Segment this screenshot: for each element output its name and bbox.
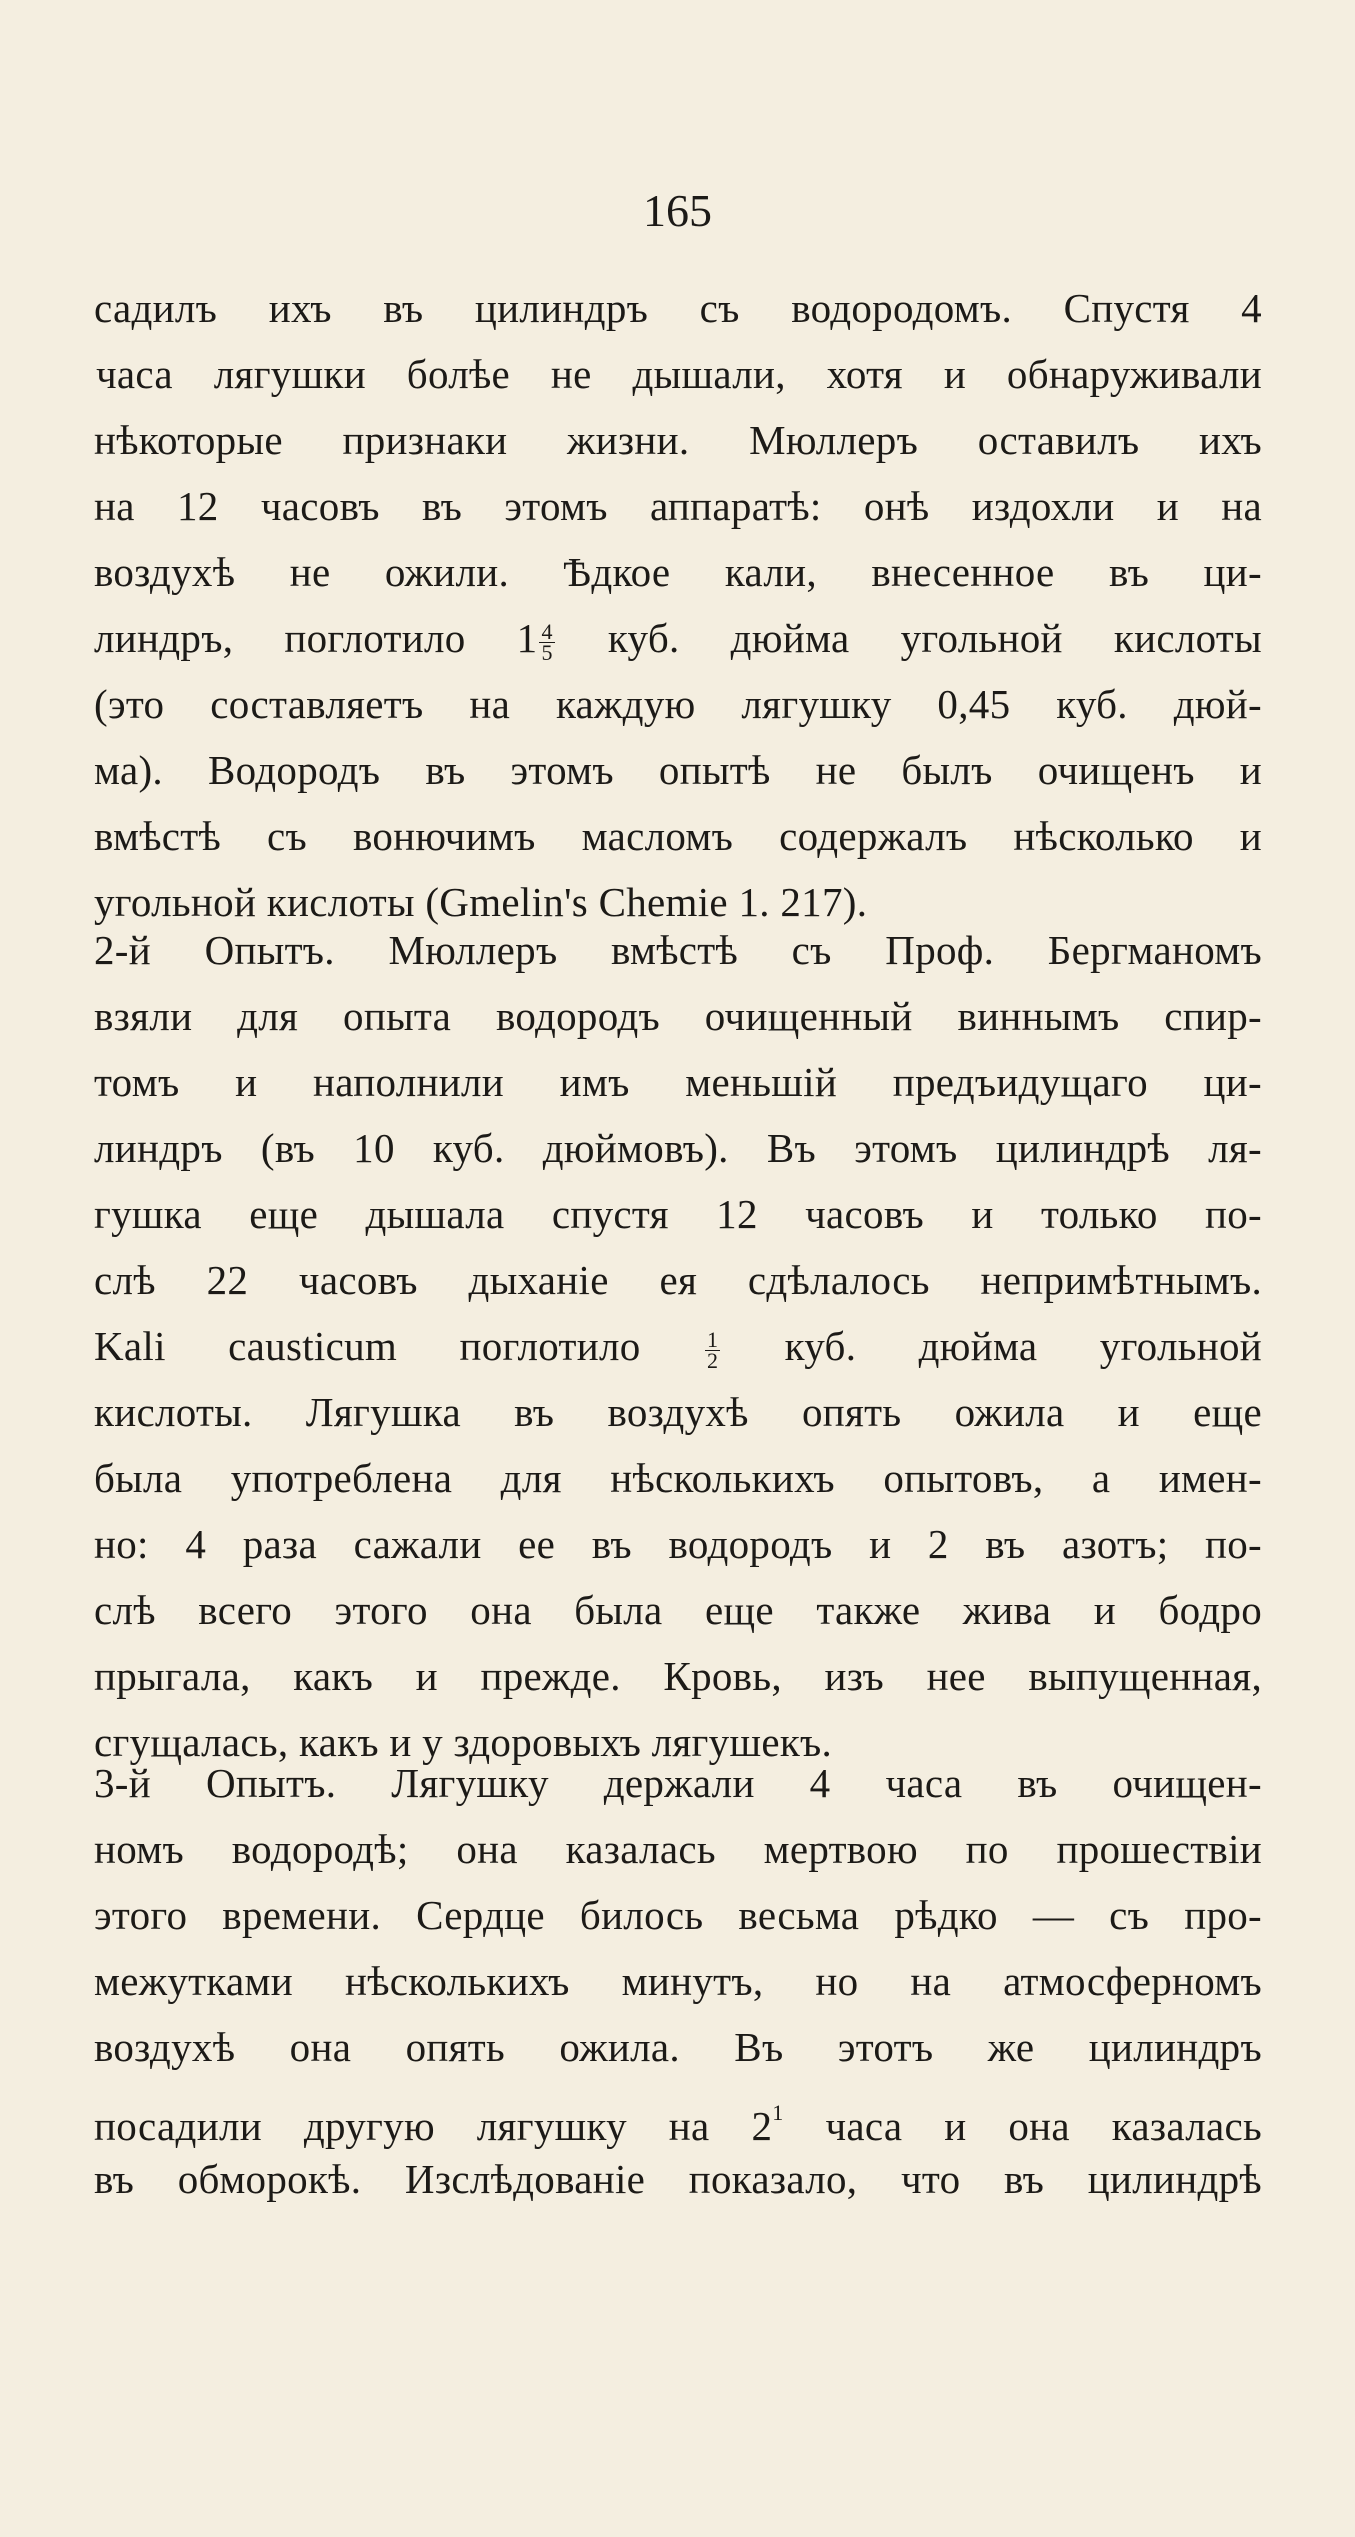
text-line: но: 4 раза сажали ее въ водородъ и 2 въ азотъ; по-: [94, 1521, 1262, 1567]
paragraph-2: [94, 917, 1262, 1775]
text-line: воздухѣ она опять ожила. Въ этотъ же цилиндръ: [94, 2024, 1262, 2070]
number: 1: [516, 615, 538, 661]
text-line: прыгала, какъ и прежде. Кровь, изъ нее выпущенная,: [94, 1653, 1262, 1699]
text-segment: посадили другую лягушку на: [94, 2103, 710, 2149]
superscript: 1: [772, 2100, 784, 2125]
fraction-denominator: 2: [706, 1348, 719, 1374]
text-segment: куб. дюйма угольной: [784, 1323, 1262, 1369]
text-segment: часа и она казалась: [825, 2103, 1262, 2149]
text-line-with-fraction: [94, 2080, 1262, 2149]
text-segment: Kali causticum поглотило: [94, 1323, 641, 1369]
text-line: томъ и наполнили имъ меньшій предъидущаго ци-: [94, 1059, 1262, 1105]
paragraph-3: [94, 1750, 1262, 2212]
text-line: межутками нѣсколькихъ минутъ, но на атмосферномъ: [94, 1958, 1262, 2004]
text-line: номъ водородѣ; она казалась мертвою по прошествіи: [94, 1826, 1262, 1872]
fraction-denominator: 5: [541, 640, 553, 666]
text-line: слѣ 22 часовъ дыханіе ея сдѣлалось непримѣтнымъ.: [94, 1257, 1262, 1303]
number: 2: [751, 2103, 773, 2149]
text-line: ма). Водородъ въ этомъ опытѣ не былъ очищенъ и: [94, 747, 1262, 793]
text-line-with-fraction: [94, 1313, 1262, 1379]
text-line: была употреблена для нѣсколькихъ опытовъ, а имен-: [94, 1455, 1262, 1501]
text-line-with-fraction: [94, 605, 1262, 671]
fraction-numerator: 4: [541, 619, 553, 645]
fraction: [705, 1327, 720, 1374]
text-line: этого времени. Сердце билось весьма рѣдко — съ про-: [94, 1892, 1262, 1938]
text-line: угольной кислоты (Gmelin's Chemie 1. 217).: [94, 879, 868, 925]
text-segment: линдръ, поглотило: [94, 615, 466, 661]
text-line: нѣкоторые признаки жизни. Мюллеръ оставилъ ихъ: [94, 417, 1262, 463]
fraction-numerator: 1: [706, 1327, 719, 1353]
paragraph-1: [94, 275, 1262, 935]
text-line: слѣ всего этого она была еще также жива и бодро: [94, 1587, 1262, 1633]
text-line: садилъ ихъ въ цилиндръ съ водородомъ. Спустя 4: [94, 285, 1262, 331]
text-line: линдръ (въ 10 куб. дюймовъ). Въ этомъ цилиндрѣ ля-: [94, 1125, 1262, 1171]
text-line: гушка еще дышала спустя 12 часовъ и только по-: [94, 1191, 1262, 1237]
text-line: часа лягушки болѣе не дышали, хотя и обнаруживали: [96, 351, 1262, 397]
text-line: 2-й Опытъ. Мюллеръ вмѣстѣ съ Проф. Бергманомъ: [94, 927, 1262, 973]
text-line: на 12 часовъ въ этомъ аппаратѣ: онѣ издохли и на: [94, 483, 1262, 529]
text-segment: куб. дюйма угольной кислоты: [607, 615, 1262, 661]
text-line: 3-й Опытъ. Лягушку держали 4 часа въ очищен-: [94, 1760, 1262, 1806]
text-line: (это составляетъ на каждую лягушку 0,45 куб. дюй-: [94, 681, 1262, 727]
fraction: [539, 619, 554, 666]
text-line: въ обморокѣ. Изслѣдованіе показало, что въ цилиндрѣ: [94, 2156, 1262, 2202]
text-line: воздухѣ не ожили. Ѣдкое кали, внесенное въ ци-: [94, 549, 1262, 595]
text-line: взяли для опыта водородъ очищенный виннымъ спир-: [94, 993, 1262, 1039]
text-line: кислоты. Лягушка въ воздухѣ опять ожила и еще: [94, 1389, 1262, 1435]
text-line: вмѣстѣ съ вонючимъ масломъ содержалъ нѣсколько и: [94, 813, 1262, 859]
page-number: 165: [643, 185, 712, 236]
text-line: сгущалась, какъ и у здоровыхъ лягушекъ.: [94, 1719, 833, 1765]
